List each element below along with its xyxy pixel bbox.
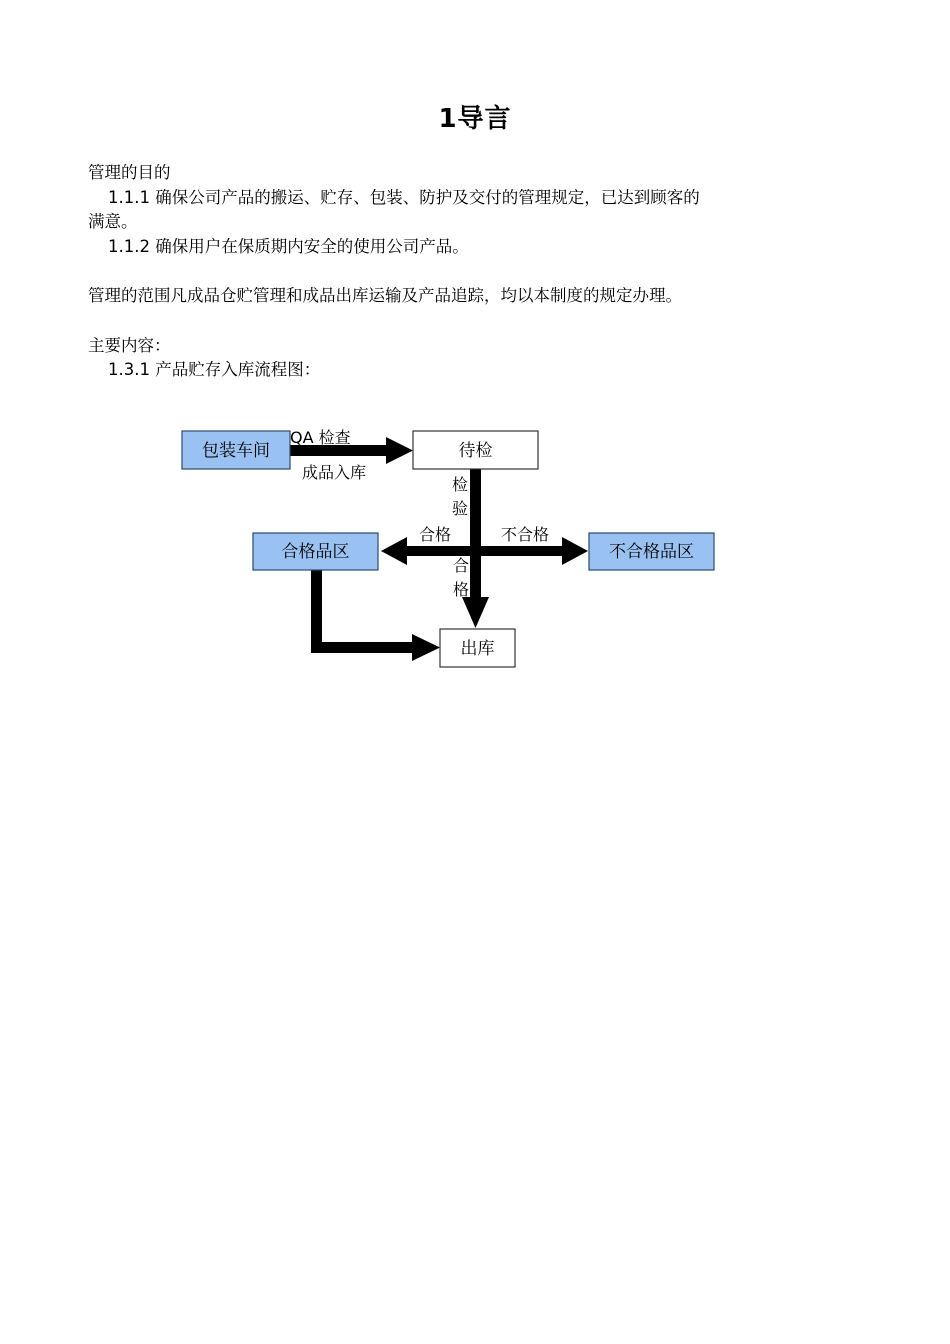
arrowhead-outbound-2 (412, 634, 440, 661)
arrowhead-pending (386, 437, 413, 464)
label-into-stock: 成品入库 (302, 463, 367, 482)
node-qualified-area-label: 合格品区 (281, 542, 350, 562)
label-inspect-1: 检 (452, 475, 469, 494)
label-unqualified: 不合格 (501, 525, 550, 544)
arrow-to-qualified (405, 546, 475, 556)
content-heading: 主要内容： (88, 336, 171, 355)
purpose-item-1: 1.1.1 确保公司产品的搬运、贮存、包装、防护及交付的管理规定，已达到顾客的 (108, 188, 700, 207)
node-outbound-label: 出库 (460, 639, 495, 659)
node-unqualified-area (589, 533, 714, 570)
label-qualified-v1: 合 (453, 556, 470, 575)
purpose-heading: 管理的目的 (88, 163, 171, 182)
node-pending-label: 待检 (458, 441, 493, 461)
purpose-item-2: 1.1.2 确保用户在保质期内安全的使用公司产品。 (108, 237, 469, 256)
arrowhead-unqualified (562, 537, 588, 565)
label-qa-check: QA 检查 (290, 428, 351, 447)
arrowhead-qualified (381, 537, 407, 565)
arrow-qualified-down (311, 570, 322, 653)
label-qualified-v2: 格 (453, 580, 470, 599)
page-title: 1导言 (438, 104, 512, 134)
label-qualified: 合格 (419, 525, 452, 544)
arrow-pending-to-outbound (470, 469, 481, 599)
node-workshop-label: 包装车间 (202, 441, 270, 461)
node-outbound (440, 629, 515, 667)
arrow-qualified-right (311, 642, 414, 653)
node-pending (413, 431, 538, 469)
label-inspect-2: 验 (452, 499, 469, 518)
scope-paragraph: 管理的范围凡成品仓贮管理和成品出库运输及产品追踪，均以本制度的规定办理。 (88, 286, 682, 305)
node-workshop (182, 431, 290, 469)
node-unqualified-area-label: 不合格品区 (609, 542, 694, 562)
content-item-1: 1.3.1 产品贮存入库流程图： (108, 360, 321, 379)
purpose-item-1-cont: 满意。 (88, 212, 138, 231)
arrowhead-outbound (462, 597, 489, 628)
node-qualified-area (253, 533, 378, 570)
arrow-to-unqualified (476, 546, 564, 556)
